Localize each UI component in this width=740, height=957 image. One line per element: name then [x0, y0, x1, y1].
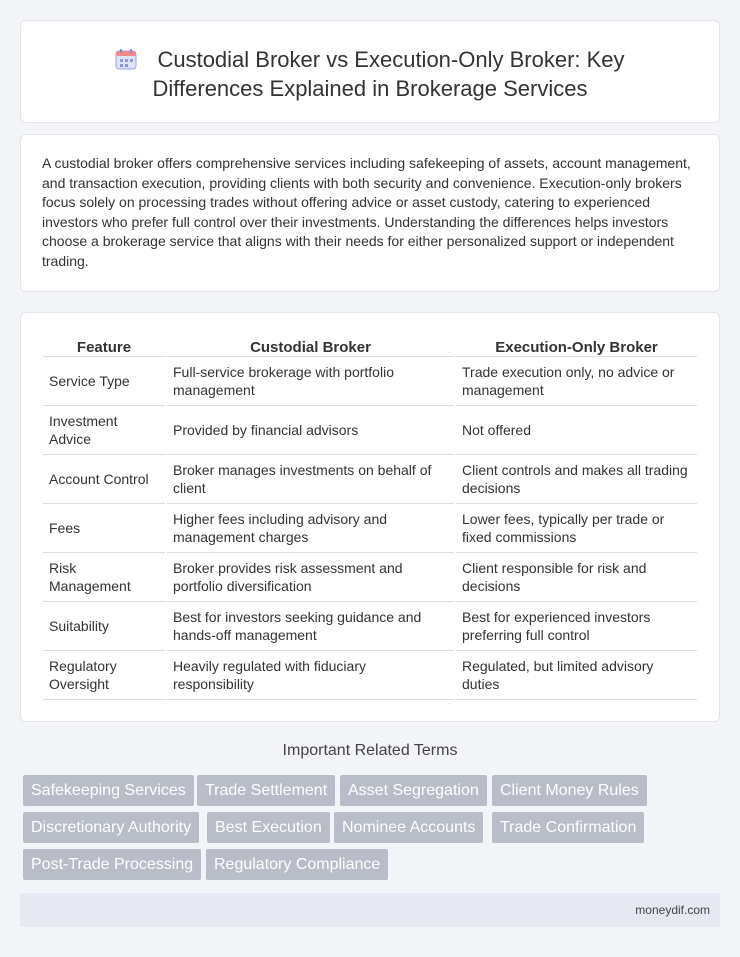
- execution-cell: Client responsible for risk and decisions: [456, 553, 697, 602]
- feature-cell: Fees: [43, 504, 165, 553]
- custodial-cell: Heavily regulated with fiduciary responsibility: [167, 651, 454, 700]
- calendar-icon: [115, 48, 137, 70]
- table-row: [43, 455, 697, 504]
- execution-cell: Client controls and makes all trading decisions: [456, 455, 697, 504]
- custodial-cell: Best for investors seeking guidance and hands-off management: [167, 602, 454, 651]
- execution-cell: Trade execution only, no advice or management: [456, 357, 697, 406]
- feature-cell: Regulatory Oversight: [43, 651, 165, 700]
- feature-cell: Investment Advice: [43, 406, 165, 455]
- tag-trade-settlement[interactable]: Trade Settlement: [197, 775, 335, 806]
- intro-paragraph: A custodial broker offers comprehensive services including safekeeping of assets, account management, and transaction execution, providing clients with both security and convenience. Execution-only brokers focus solely on processing trades without offering advice or asset custody, catering to experienced investors who prefer full control over their investments. Understanding the differences helps investors choose a brokerage service that aligns with their needs for either personalized support or independent trading.: [42, 155, 691, 269]
- header-execution-only: Execution-Only Broker: [456, 333, 697, 357]
- title-line-2: Differences Explained in Brokerage Services: [152, 76, 588, 101]
- tag-trade-confirmation[interactable]: Trade Confirmation: [492, 812, 644, 843]
- tag-safekeeping-services[interactable]: Safekeeping Services: [23, 775, 194, 806]
- table-row: [43, 602, 697, 651]
- execution-cell: Not offered: [456, 406, 697, 455]
- feature-cell: Service Type: [43, 357, 165, 406]
- feature-cell: Suitability: [43, 602, 165, 651]
- execution-cell: Regulated, but limited advisory duties: [456, 651, 697, 700]
- execution-cell: Lower fees, typically per trade or fixed commissions: [456, 504, 697, 553]
- tag-regulatory-compliance[interactable]: Regulatory Compliance: [206, 849, 388, 880]
- execution-cell: Best for experienced investors preferring full control: [456, 602, 697, 651]
- table-header-row: [43, 333, 697, 357]
- intro-card: [20, 134, 720, 292]
- feature-cell: Risk Management: [43, 553, 165, 602]
- table-row: [43, 357, 697, 406]
- related-terms-title: Important Related Terms: [282, 742, 458, 759]
- title-card: [20, 20, 720, 123]
- table-row: [43, 651, 697, 700]
- tag-discretionary-authority[interactable]: Discretionary Authority: [23, 812, 199, 843]
- table-row: [43, 553, 697, 602]
- tag-post-trade-processing[interactable]: Post-Trade Processing: [23, 849, 201, 880]
- custodial-cell: Full-service brokerage with portfolio management: [167, 357, 454, 406]
- header-feature: Feature: [43, 333, 165, 357]
- tag-best-execution[interactable]: Best Execution: [207, 812, 330, 843]
- custodial-cell: Broker provides risk assessment and portfolio diversification: [167, 553, 454, 602]
- page-title: [21, 45, 719, 103]
- title-line-1: Custodial Broker vs Execution-Only Broker: Key: [157, 47, 625, 72]
- comparison-table: [41, 333, 699, 700]
- tag-nominee-accounts[interactable]: Nominee Accounts: [334, 812, 483, 843]
- footer: [20, 893, 720, 927]
- custodial-cell: Higher fees including advisory and management charges: [167, 504, 454, 553]
- comparison-card: [20, 312, 720, 722]
- tag-client-money-rules[interactable]: Client Money Rules: [492, 775, 647, 806]
- custodial-cell: Provided by financial advisors: [167, 406, 454, 455]
- feature-cell: Account Control: [43, 455, 165, 504]
- table-row: [43, 504, 697, 553]
- tag-asset-segregation[interactable]: Asset Segregation: [340, 775, 487, 806]
- footer-site-link[interactable]: moneydif.com: [635, 903, 710, 917]
- header-custodial: Custodial Broker: [167, 333, 454, 357]
- custodial-cell: Broker manages investments on behalf of client: [167, 455, 454, 504]
- table-row: [43, 406, 697, 455]
